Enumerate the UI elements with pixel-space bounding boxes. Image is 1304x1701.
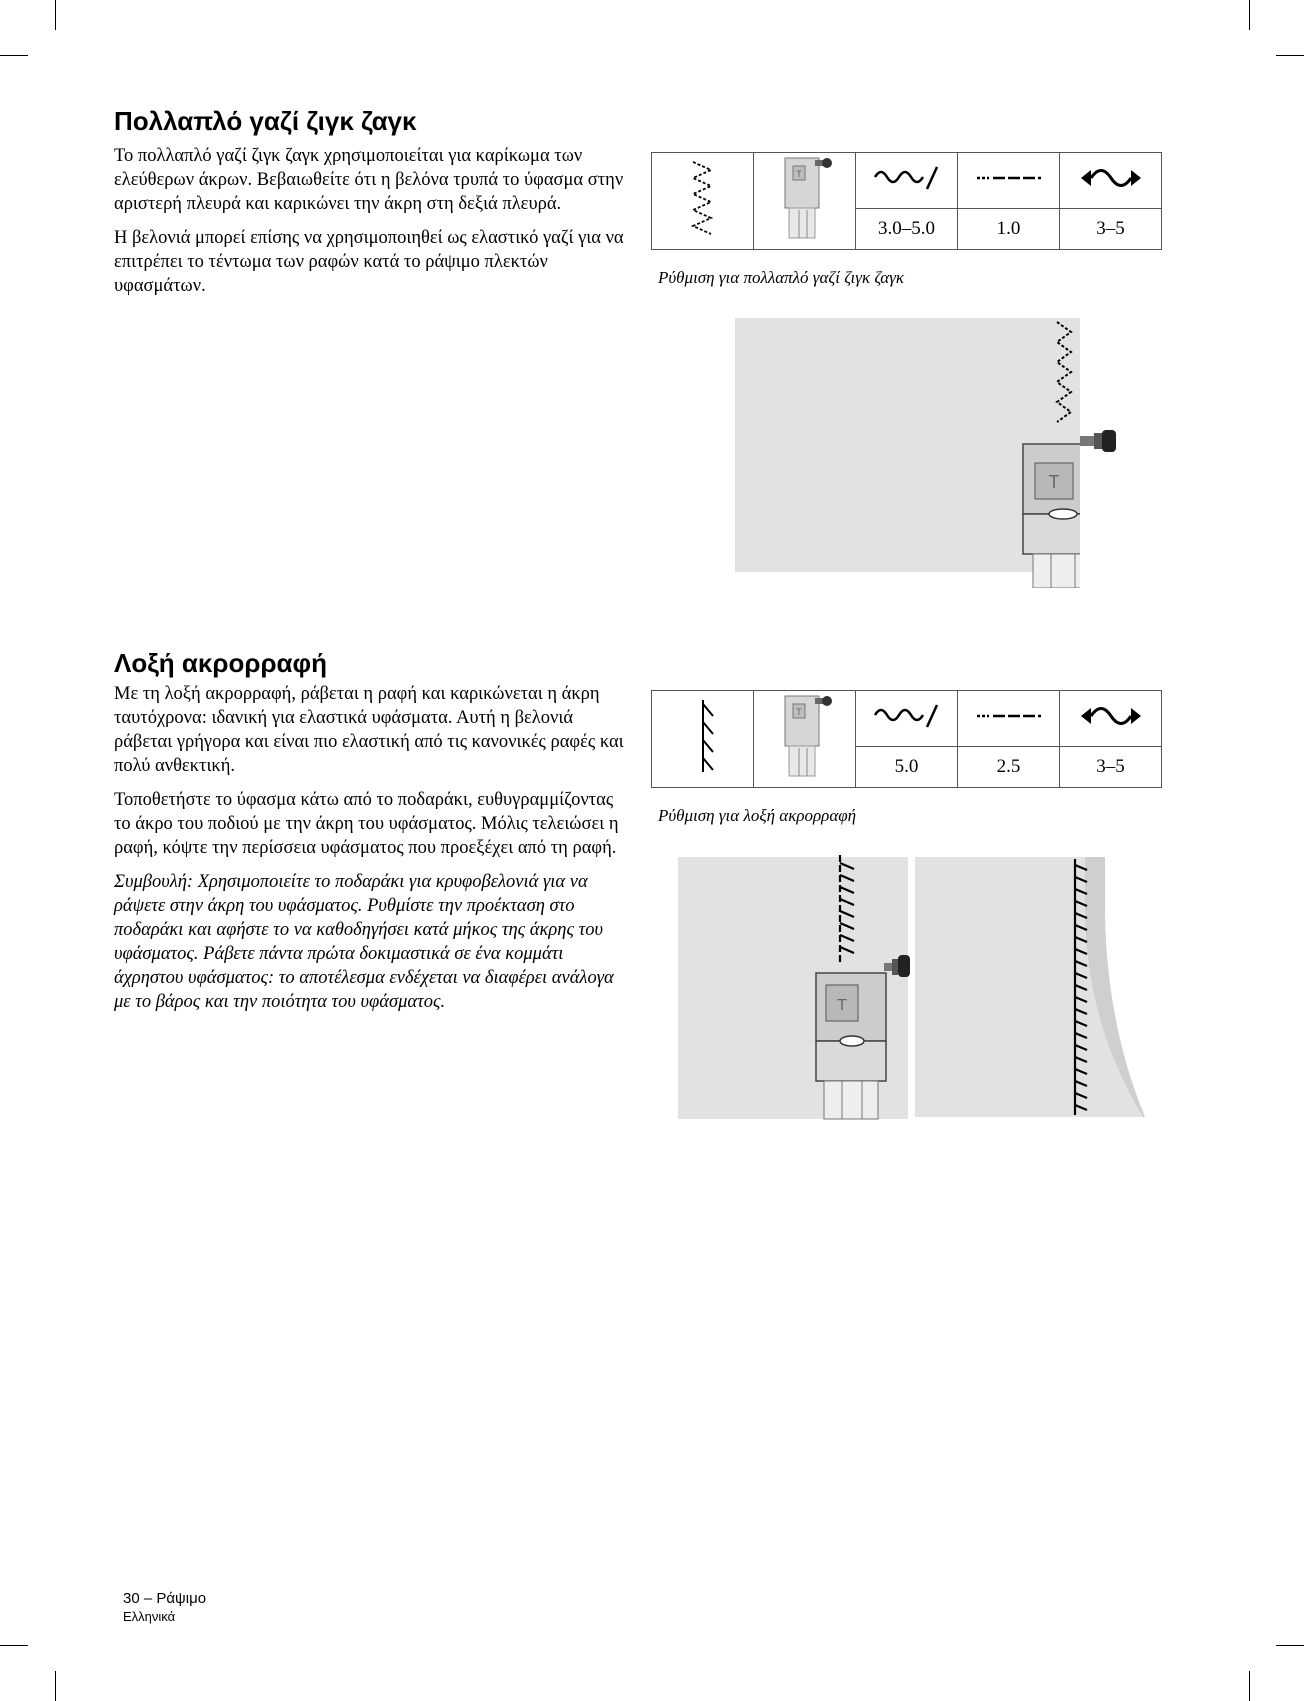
overlock-stitch-icon <box>652 691 754 788</box>
crop-mark <box>55 0 56 30</box>
multi-zigzag-illustration <box>735 318 1080 588</box>
language-label: Ελληνικά <box>123 1609 176 1624</box>
stitch-settings-table <box>651 152 1162 250</box>
section-body <box>114 144 624 308</box>
stitch-width-icon <box>856 153 958 209</box>
length-value: 2.5 <box>958 747 1060 788</box>
paragraph: Η βελονιά μπορεί επίσης να χρησιμοποιηθεί ως ελαστικό γαζί για να επιτρέπει το τέντωμα των ραφών κατά το ράψιμο πλεκτών υφασμάτων. <box>114 228 624 296</box>
svg-text:T: T <box>795 169 802 179</box>
svg-text:T: T <box>795 707 802 717</box>
width-value: 3.0–5.0 <box>856 209 958 250</box>
crop-mark <box>1249 0 1250 30</box>
crop-mark <box>0 1645 28 1646</box>
crop-mark <box>1276 55 1304 56</box>
crop-mark <box>1276 1645 1304 1646</box>
presser-foot-icon <box>754 691 856 788</box>
stitch-length-icon <box>958 153 1060 209</box>
tension-value: 3–5 <box>1060 747 1162 788</box>
tension-value: 3–5 <box>1060 209 1162 250</box>
paragraph: Με τη λοξή ακρορραφή, ράβεται η ραφή και καρικώνεται η άκρη ταυτόχρονα: ιδανική για ελαστικά υφάσματα. Αυτή η βελονιά ράβεται γρήγορα και είναι πιο ελαστική από τις κανονικές ραφές και πολύ ανθεκτική. <box>114 684 624 776</box>
figure-caption: Ρύθμιση για πολλαπλό γαζί ζιγκ ζαγκ <box>658 268 905 287</box>
svg-text:T: T <box>837 997 847 1014</box>
section-body <box>114 682 624 1024</box>
crop-mark <box>0 55 28 56</box>
length-value: 1.0 <box>958 209 1060 250</box>
stitch-settings-table <box>651 690 1162 788</box>
tip-paragraph: Συμβουλή: Χρησιμοποιείτε το ποδαράκι για κρυφοβελονιά για να ράψετε στην άκρη του υφάσματος. Ρυθμίστε την προέκταση στο ποδαράκι και αφήστε το να καθοδηγήσει κατά μήκος της άκρης του υφάσματος. Ράβετε πάντα πρώτα δοκιμαστικά σε ένα κομμάτι άχρηστου υφάσματος: το αποτέλεσμα ενδέχεται να διαφέρει ανάλογα με το βάρος και την ποιότητα του υφάσματος. <box>114 872 614 1012</box>
svg-text:T: T <box>1048 472 1060 492</box>
thread-tension-icon <box>1060 691 1162 747</box>
paragraph: Τοποθετήστε το ύφασμα κάτω από το ποδαράκι, ευθυγραμμίζοντας το άκρο του ποδιού με την άκρη του υφάσματος. Μόλις τελειώσει η ραφή, κόψτε την περίσσεια υφάσματος που προεξέχει από τη ραφή. <box>114 790 619 858</box>
section-title: Πολλαπλό γαζί ζιγκ ζαγκ <box>114 106 417 136</box>
page-footer <box>123 1590 206 1624</box>
presser-foot-icon <box>754 153 856 250</box>
section-title: Λοξή ακρορραφή <box>114 648 327 678</box>
thread-tension-icon <box>1060 153 1162 209</box>
multi-zigzag-stitch-icon <box>652 153 754 250</box>
crop-mark <box>1249 1671 1250 1701</box>
foot-knob-icon <box>1080 428 1130 458</box>
figure-caption: Ρύθμιση για λοξή ακρορραφή <box>658 806 857 825</box>
stitch-width-icon <box>856 691 958 747</box>
overlock-sewing-illustration <box>678 855 918 1120</box>
crop-mark <box>55 1671 56 1701</box>
page-number: 30 – Ράψιμο <box>123 1590 207 1607</box>
overlock-finished-illustration <box>915 855 1145 1120</box>
width-value: 5.0 <box>856 747 958 788</box>
paragraph: Το πολλαπλό γαζί ζιγκ ζαγκ χρησιμοποιείται για καρίκωμα των ελεύθερων άκρων. Βεβαιωθείτε ότι η βελόνα τρυπά το ύφασμα στην αριστερή πλευρά και καρικώνει την άκρη στη δεξιά πλευρά. <box>114 146 624 214</box>
stitch-length-icon <box>958 691 1060 747</box>
